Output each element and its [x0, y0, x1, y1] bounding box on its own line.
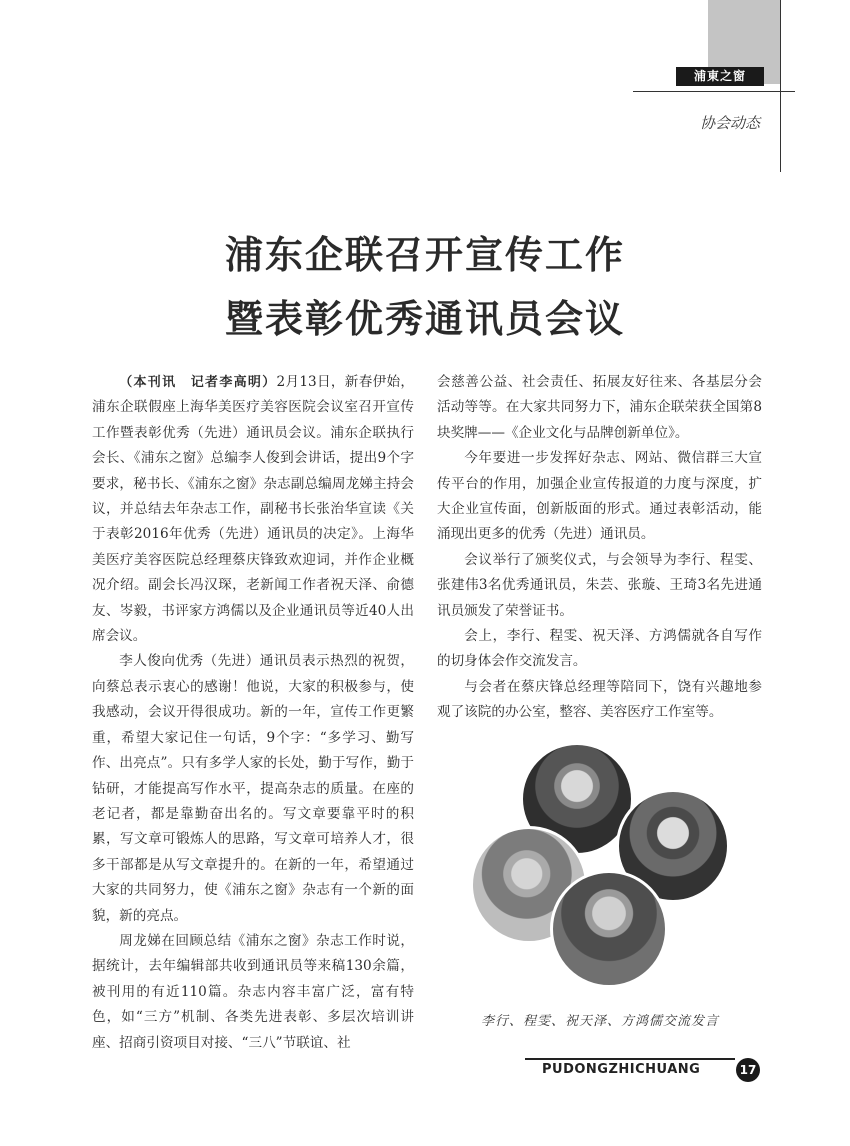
article-column-right: [437, 370, 762, 726]
photo-caption: 李行、程雯、祝天泽、方鸿儒交流发言: [480, 1014, 719, 1029]
article-paragraph: 与会者在蔡庆锋总经理等陪同下，饶有兴趣地参观了该院的办公室，整容、美容医疗工作室等。: [437, 678, 762, 721]
footer-magazine-name: PUDONGZHICHUANG: [542, 1062, 701, 1077]
article-paragraph: 会慈善公益、社会责任、拓展友好往来、各基层分会活动等等。在大家共同努力下，浦东企联荣获全国第8块奖牌——《企业文化与品牌创新单位》。: [437, 374, 762, 441]
article-paragraph: 今年要进一步发挥好杂志、网站、微信群三大宣传平台的作用，加强企业宣传报道的力度与深度，扩大企业宣传面，创新版面的形式。通过表彰活动，能涌现出更多的优秀（先进）通讯员。: [437, 450, 762, 543]
header-horizontal-rule: [633, 91, 795, 92]
article-paragraph: 周龙娣在回顾总结《浦东之窗》杂志工作时说，据统计，去年编辑部共收到通讯员等来稿130余篇，被刊用的有近110篇。杂志内容丰富广泛，富有特色，如“三方”机制、各类先进表彰、多层次培训讲座、招商引资项目对接、“三八”节联谊、社: [92, 932, 414, 1051]
magazine-logo: 浦東之窗: [676, 67, 764, 86]
article-paragraph: 会议举行了颁奖仪式，与会领导为李行、程雯、张建伟3名优秀通讯员，朱芸、张璇、王琦3名先进通讯员颁发了荣誉证书。: [437, 551, 762, 619]
article-column-left: [92, 370, 414, 1056]
article-title-line-1: 浦东企联召开宣传工作: [224, 233, 625, 277]
article-byline: （本刊讯 记者李高明）: [119, 375, 277, 390]
article-title-line-2: 暨表彰优秀通讯员会议: [224, 297, 625, 341]
header-vertical-rule: [780, 0, 781, 172]
footer-rule: [525, 1058, 735, 1060]
article-paragraph: （本刊讯 记者李高明）2月13日，新春伊始，浦东企联假座上海华美医疗美容医院会议室召开宣传工作暨表彰优秀（先进）通讯员会议。浦东企联执行会长、《浦东之窗》总编李人俊到会讲话，提出9个字要求，秘书长、《浦东之窗》杂志副总编周龙娣主持会议，并总结去年杂志工作，副秘书长张治华宣读《关于表彰2016年优秀（先进）通讯员的决定》。上海华美医疗美容医院总经理蔡庆锋致欢迎词，并作企业概况介绍。副会长冯汉琛，老新闻工作者祝天泽、俞德友、岑毅，书评家方鸿儒以及企业通讯员等近40人出席会议。: [92, 374, 414, 645]
article-paragraph: 李人俊向优秀（先进）通讯员表示热烈的祝贺，向蔡总表示衷心的感谢！他说，大家的积极参与，使我感动，会议开得很成功。新的一年，宣传工作更繁重，希望大家记住一句话，9个字：“多学习、勤写作、出亮点”。只有多学人家的长处，勤于写作，勤于钻研，才能提高写作水平，提高杂志的质量。在座的老记者，都是靠勤奋出名的。写文章要靠平时的积累，写文章可锻炼人的思路，写文章可培养人才，很多干部都是从写文章提升的。在新的一年，希望通过大家的共同努力，使《浦东之窗》杂志有一个新的面貌，新的亮点。: [92, 653, 414, 924]
page-number-badge: 17: [736, 1058, 760, 1082]
photo-speaker-4: [550, 870, 668, 988]
article-paragraph: 会上，李行、程雯、祝天泽、方鸿儒就各自写作的切身体会作交流发言。: [437, 628, 762, 670]
section-label: 协会动态: [699, 114, 760, 132]
